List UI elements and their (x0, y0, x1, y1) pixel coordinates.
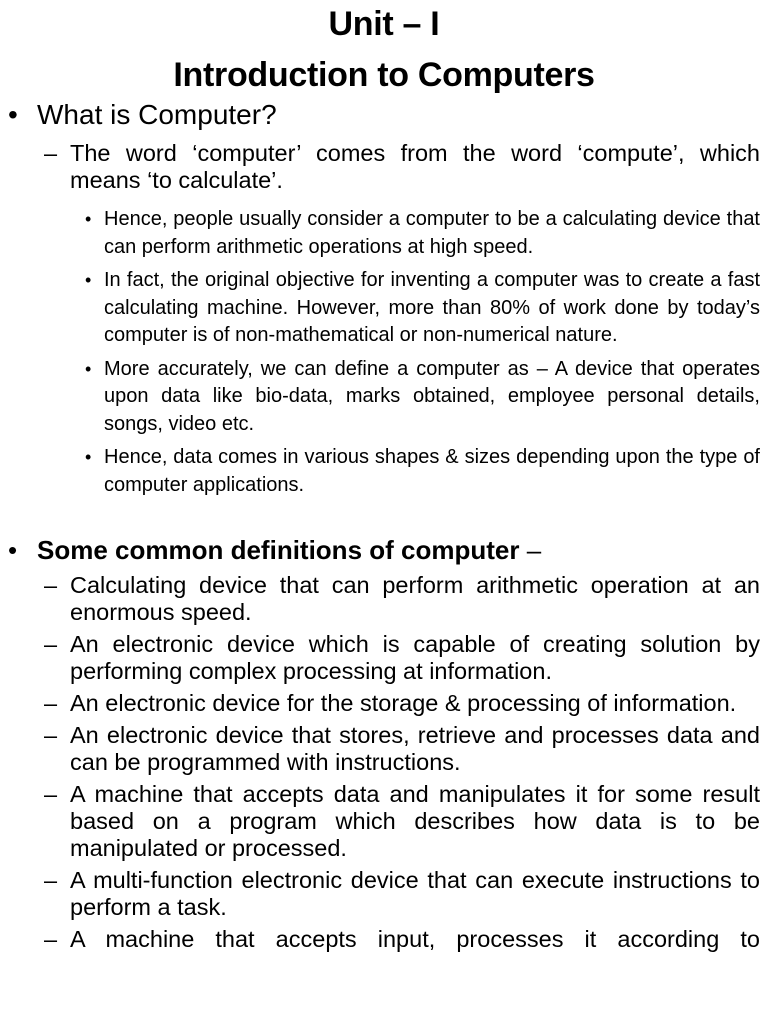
topic-title: Introduction to Computers (173, 56, 595, 94)
dash-icon: – (44, 781, 58, 807)
dash-icon: – (44, 867, 58, 893)
list-item-text: Hence, people usually consider a computer to be a calculating device that can perform arithmetic operations at high speed. (104, 208, 760, 258)
section-heading-suffix: – (519, 535, 542, 565)
bullet-icon: • (85, 209, 92, 229)
bullet-icon: • (85, 270, 92, 290)
bullet-icon: • (8, 99, 18, 130)
list-item (0, 722, 768, 776)
list-item (0, 867, 768, 921)
list-item (0, 444, 768, 499)
dash-icon: – (44, 690, 58, 716)
list-item-text: In fact, the original objective for inventing a computer was to create a fast calculating machine. However, more than 80% of work done by today’s computer is of non-mathematical or non-numerical nature. (104, 269, 760, 346)
list-item (0, 631, 768, 685)
dash-icon: – (44, 631, 58, 657)
list-item (0, 572, 768, 626)
bullet-icon: • (8, 535, 18, 565)
list-item (0, 356, 768, 439)
section-heading-text: What is Computer? (37, 99, 277, 130)
list-item-text: Calculating device that can perform arithmetic operation at an enormous speed. (70, 572, 760, 625)
dash-icon: – (44, 140, 58, 166)
list-item-text: A machine that accepts input, processes it according to (70, 926, 760, 952)
dash-icon: – (44, 572, 58, 598)
slide-body (0, 98, 768, 953)
bullet-icon: • (85, 447, 92, 467)
section-heading-what-is-computer (0, 98, 768, 132)
section-heading-text: Some common definitions of computer (37, 535, 520, 565)
dash-icon: – (44, 926, 58, 952)
list-item-text: An electronic device which is capable of creating solution by performing complex processing at information. (70, 631, 760, 684)
unit-title: Unit – I (328, 5, 440, 43)
list-item (0, 781, 768, 862)
list-item-text: An electronic device for the storage & processing of information. (70, 690, 737, 716)
definition-intro (0, 140, 768, 194)
list-item-text: A multi-function electronic device that can execute instructions to perform a task. (70, 867, 760, 920)
list-item-text: More accurately, we can define a computer as – A device that operates upon data like bio-data, marks obtained, employee personal details, songs, video etc. (104, 357, 760, 435)
list-item (0, 926, 768, 953)
list-item-text: Hence, data comes in various shapes & sizes depending upon the type of computer applications. (104, 446, 760, 496)
list-item-text: A machine that accepts data and manipulates it for some result based on a program which describes how data is to be manipulated or processed. (70, 781, 760, 861)
list-item (0, 267, 768, 350)
dash-icon: – (44, 722, 58, 748)
bullet-icon: • (85, 358, 92, 379)
definition-intro-text: The word ‘computer’ comes from the word ‘compute’, which means ‘to calculate’. (70, 140, 760, 193)
list-item-text: An electronic device that stores, retrieve and processes data and can be programmed with instructions. (70, 722, 760, 775)
section-heading-definitions (0, 533, 768, 567)
list-item (0, 690, 768, 717)
list-item (0, 206, 768, 261)
